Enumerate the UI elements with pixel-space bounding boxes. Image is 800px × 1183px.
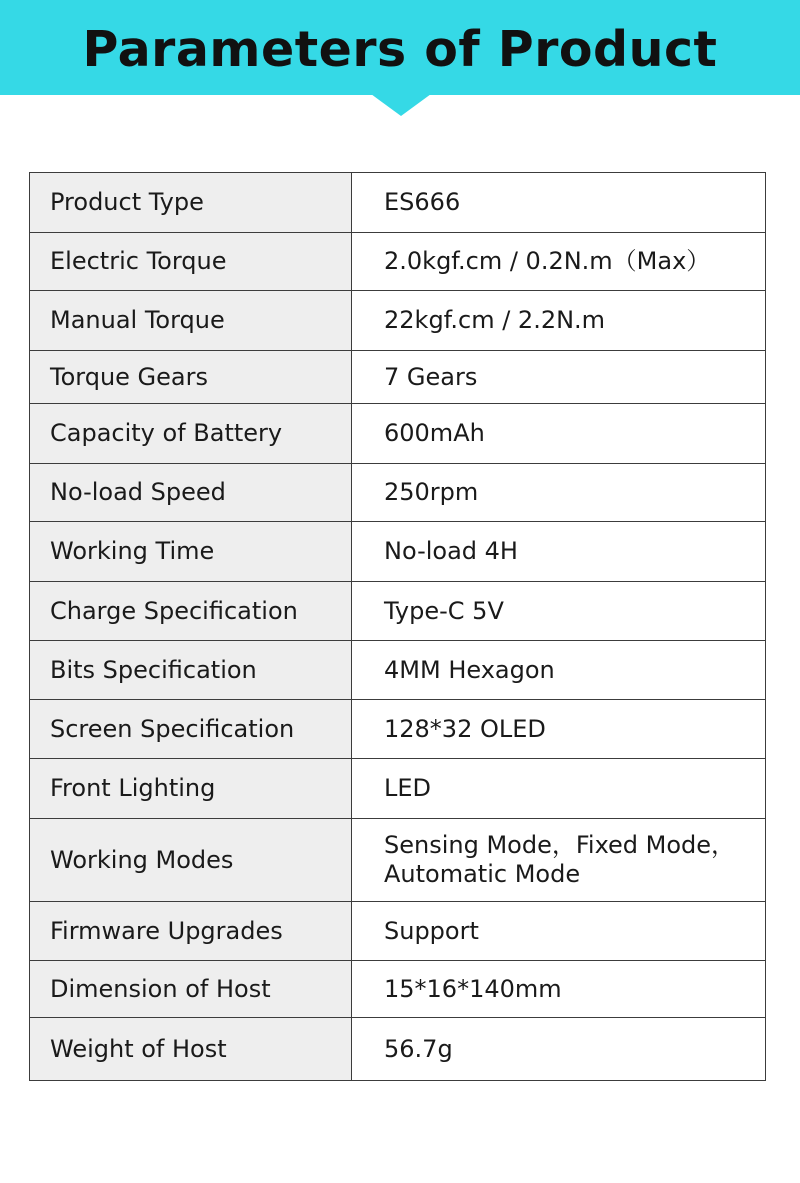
spec-label: Product Type	[30, 173, 352, 233]
spec-label: Capacity of Battery	[30, 404, 352, 464]
spec-value: 4MM Hexagon	[352, 641, 766, 700]
spec-value: LED	[352, 759, 766, 819]
table-row	[30, 522, 766, 582]
table-row	[30, 759, 766, 819]
page-title: Parameters of Product	[82, 21, 718, 78]
table-row	[30, 173, 766, 233]
spec-label: Dimension of Host	[30, 961, 352, 1018]
spec-value: Type-C 5V	[352, 582, 766, 641]
spec-value: Sensing Mode，Fixed Mode，Automatic Mode	[352, 819, 766, 902]
spec-value: 250rpm	[352, 464, 766, 522]
table-row	[30, 464, 766, 522]
spec-label: No-load Speed	[30, 464, 352, 522]
table-row	[30, 404, 766, 464]
spec-value: 7 Gears	[352, 351, 766, 404]
spec-value: 22kgf.cm / 2.2N.m	[352, 291, 766, 351]
table-row	[30, 351, 766, 404]
spec-value: 600mAh	[352, 404, 766, 464]
spec-label: Working Modes	[30, 819, 352, 902]
table-row	[30, 291, 766, 351]
spec-value: No-load 4H	[352, 522, 766, 582]
spec-value: 15*16*140mm	[352, 961, 766, 1018]
spec-label: Bits Specification	[30, 641, 352, 700]
spec-label: Torque Gears	[30, 351, 352, 404]
spec-table	[29, 172, 766, 1081]
spec-label: Weight of Host	[30, 1018, 352, 1081]
banner-pointer	[371, 94, 431, 116]
spec-label: Working Time	[30, 522, 352, 582]
table-row	[30, 700, 766, 759]
table-row	[30, 902, 766, 961]
spec-value: 56.7g	[352, 1018, 766, 1081]
table-row	[30, 233, 766, 291]
table-row	[30, 961, 766, 1018]
table-row	[30, 819, 766, 902]
spec-value: ES666	[352, 173, 766, 233]
spec-value: Support	[352, 902, 766, 961]
spec-label: Manual Torque	[30, 291, 352, 351]
spec-label: Front Lighting	[30, 759, 352, 819]
spec-label: Firmware Upgrades	[30, 902, 352, 961]
table-row	[30, 641, 766, 700]
table-row	[30, 582, 766, 641]
spec-label: Screen Specification	[30, 700, 352, 759]
spec-value: 2.0kgf.cm / 0.2N.m（Max）	[352, 233, 766, 291]
spec-label: Electric Torque	[30, 233, 352, 291]
spec-label: Charge Specification	[30, 582, 352, 641]
table-row	[30, 1018, 766, 1081]
spec-value: 128*32 OLED	[352, 700, 766, 759]
